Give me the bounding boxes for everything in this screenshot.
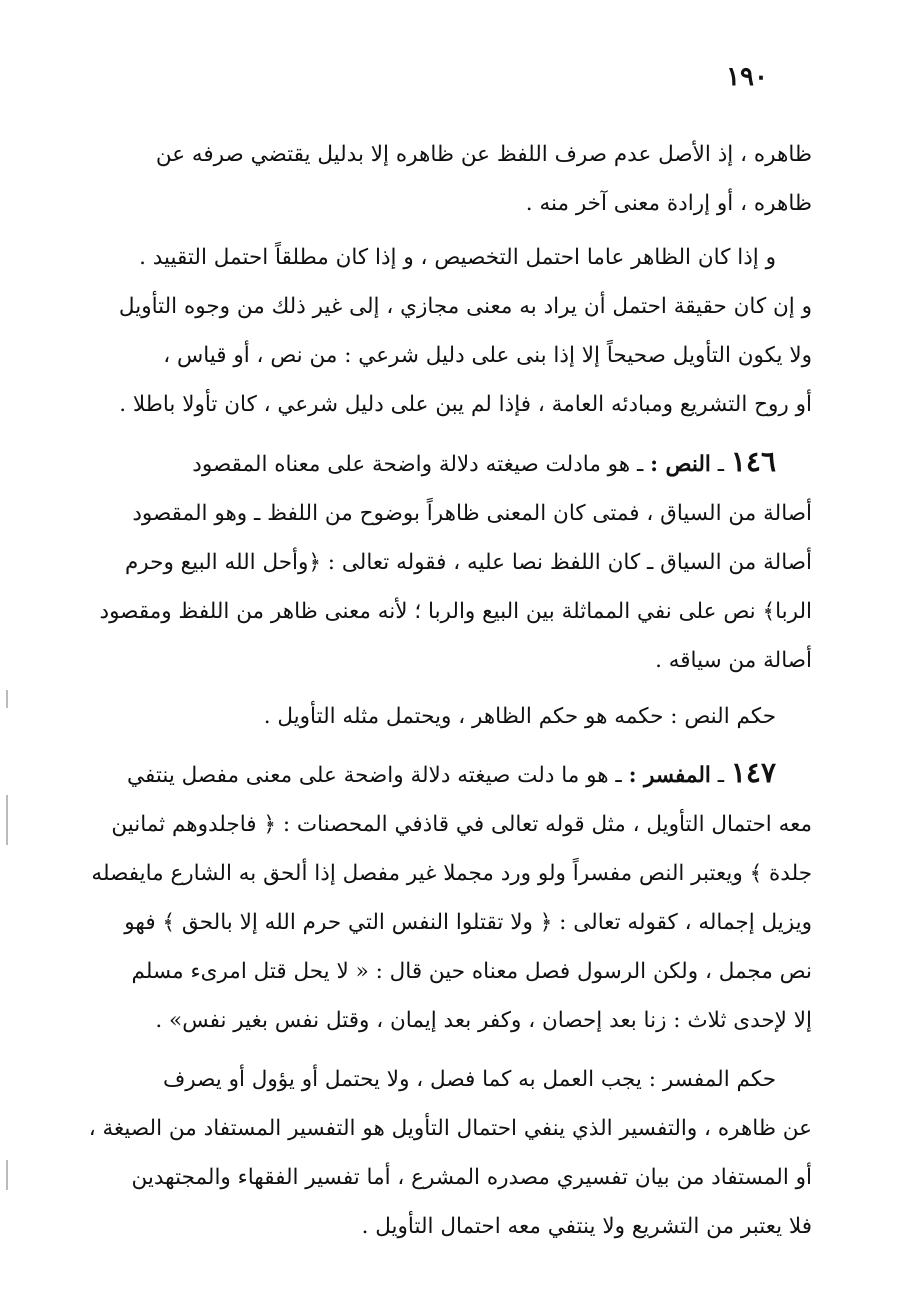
text-line: ظاهره ، أو إرادة معنى آخر منه . — [525, 191, 812, 216]
text-line: أصالة من السياق ـ كان اللفظ نصا عليه ، فقوله تعالى : ﴿وأحل الله البيع وحرم — [124, 550, 812, 575]
text-line: فلا يعتبر من التشريع ولا ينتفي معه احتمال التأويل . — [361, 1214, 812, 1239]
text-line: و إذا كان الظاهر عاما احتمل التخصيص ، و إذا كان مطلقاً احتمل التقييد . — [139, 245, 776, 270]
text-line: أو المستفاد من بيان تفسيري مصدره المشرع ، أما تفسير الفقهاء والمجتهدين — [131, 1165, 812, 1190]
scan-edge-mark — [6, 795, 8, 845]
text-line: جلدة ﴾ ويعتبر النص مفسراً ولو ورد مجملا غير مفصل إذا ألحق به الشارع مايفصله — [91, 861, 812, 886]
section-heading-line: ١٤٧ ـ المفسر : ـ هو ما دلت صيغته دلالة واضحة على معنى مفصل ينتفي — [127, 756, 776, 789]
text-line: ويزيل إجماله ، كقوله تعالى : ﴿ ولا تقتلوا النفس التي حرم الله إلا بالحق ﴾ فهو — [124, 910, 812, 935]
text-line: ولا يكون التأويل صحيحاً إلا إذا بنى على دليل شرعي : من نص ، أو قياس ، — [163, 343, 812, 368]
scan-edge-mark — [6, 690, 8, 708]
text-line: أصالة من السياق ، فمتى كان المعنى ظاهراً بوضوح من اللفظ ـ وهو المقصود — [132, 501, 812, 526]
text-line: ـ هو مادلت صيغته دلالة واضحة على معناه المقصود — [192, 452, 644, 477]
paragraph-continuation — [122, 130, 812, 228]
text-line: نص مجمل ، ولكن الرسول فصل معناه حين قال : « لا يحل قتل امرىء مسلم — [131, 959, 812, 984]
text-line: أو روح التشريع ومبادئه العامة ، فإذا لم يبن على دليل شرعي ، كان تأولا باطلا . — [119, 392, 812, 417]
text-line: حكم المفسر : يجب العمل به كما فصل ، ولا يحتمل أو يؤول أو يصرف — [162, 1067, 776, 1092]
page-number: ١٩٠ — [726, 62, 768, 92]
section-heading-line: ١٤٦ ـ النص : ـ هو مادلت صيغته دلالة واضحة على معناه المقصود — [192, 445, 776, 478]
paragraph-zahir-interpretation — [118, 233, 812, 429]
text-line: و إن كان حقيقة احتمل أن يراد به معنى مجازي ، إلى غير ذلك من وجوه التأويل — [118, 294, 812, 319]
section-number: ١٤٧ — [730, 756, 776, 789]
section-number: ١٤٦ — [730, 445, 776, 478]
section-nass — [99, 437, 812, 685]
text-line: عن ظاهره ، والتفسير الذي ينفي احتمال التأويل هو التفسير المستفاد من الصيغة ، — [88, 1116, 812, 1141]
section-term: المفسر : — [628, 763, 711, 788]
text-line: ظاهره ، إذ الأصل عدم صرف اللفظ عن ظاهره إلا بدليل يقتضي صرفه عن — [155, 142, 812, 167]
text-line: أصالة من سياقه . — [655, 648, 812, 673]
text-line: إلا لإحدى ثلاث : زنا بعد إحصان ، وكفر بعد إيمان ، وقتل نفس بغير نفس» . — [155, 1008, 812, 1033]
scan-edge-mark — [6, 1160, 8, 1190]
text-line: حكم النص : حكمه هو حكم الظاهر ، ويحتمل مثله التأويل . — [263, 704, 776, 729]
section-mufassar — [91, 748, 812, 1045]
text-line: الربا﴾ نص على نفي المماثلة بين البيع والربا ؛ لأنه معنى ظاهر من اللفظ ومقصود — [99, 599, 812, 624]
section-term: النص : — [650, 452, 711, 477]
paragraph-mufassar-ruling — [88, 1055, 812, 1251]
text-line: ـ هو ما دلت صيغته دلالة واضحة على معنى مفصل ينتفي — [127, 763, 622, 788]
paragraph-nass-ruling — [122, 692, 812, 741]
text-line: معه احتمال التأويل ، مثل قوله تعالى في قاذفي المحصنات : ﴿ فاجلدوهم ثمانين — [111, 812, 812, 837]
